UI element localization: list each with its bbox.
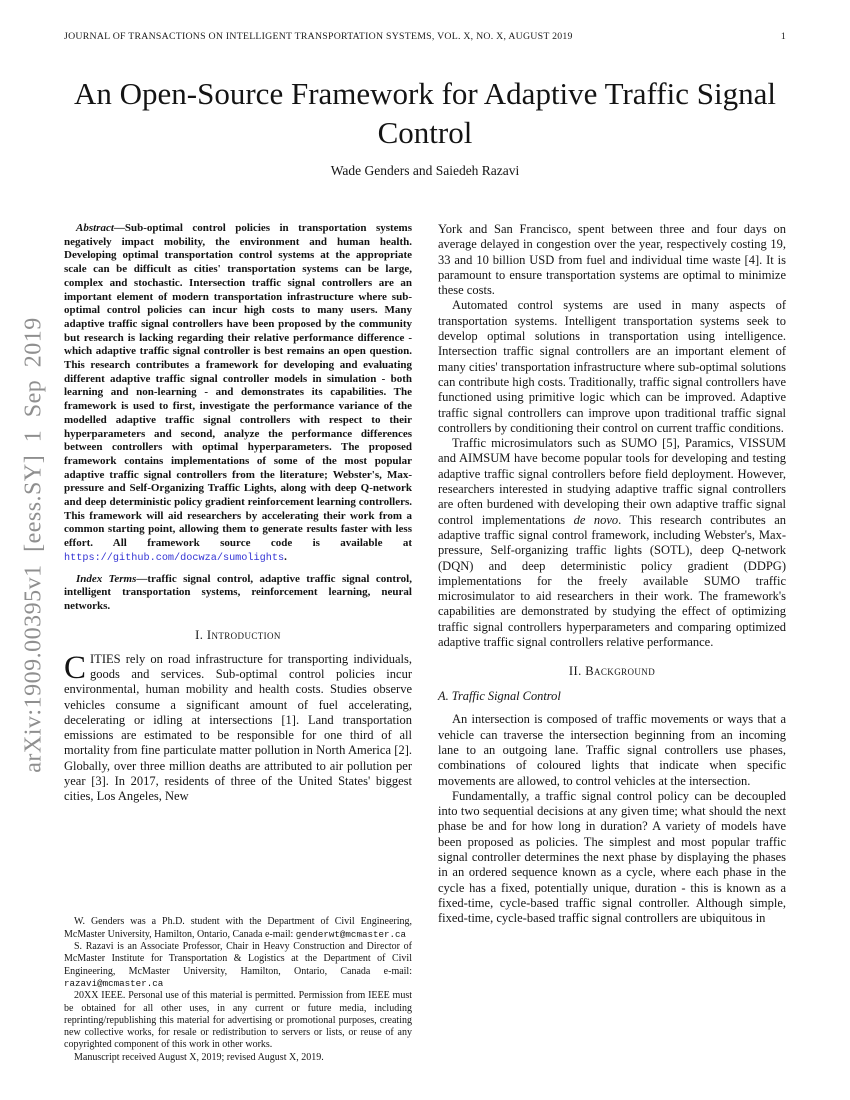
- intro-paragraph: [64, 649, 412, 805]
- arxiv-stamp: arXiv:1909.00395v1 [eess.SY] 1 Sep 2019: [20, 317, 47, 773]
- section-heading-introduction: I. Introduction: [195, 627, 281, 642]
- running-header: [64, 31, 786, 42]
- footnote-razavi-text: S. Razavi is an Associate Professor, Chair in Heavy Construction and Director of McMaster Institute for Transportation & Logistics at the Department of Civil Engineering, McMaster University, Hamilton, Ontario, Canada e-mail:: [64, 941, 412, 977]
- footnote-author-razavi: [64, 941, 412, 990]
- microsimulators-text-before: Traffic microsimulators such as SUMO [5], Paramics, VISSUM and AIMSUM have become popular tools for developing and testing adaptive traffic signal controllers before field deployment. However, researchers interested in studying adaptive traffic signal controllers are often burdened with developing their own adaptive traffic signal control implementations: [438, 436, 786, 527]
- abstract-period: .: [284, 550, 287, 563]
- paragraph-congestion-costs: York and San Francisco, spent between three and four days on average delayed in congestion over the year, respectively costing 19, 33 and 10 billion USD from fuel and individual time waste [4]. It is paramount to ensure transportation systems are optimal to minimize these costs.: [438, 222, 786, 298]
- abstract-label: Abstract: [76, 222, 114, 234]
- index-terms-label: Index Terms: [76, 572, 137, 585]
- paper-title: An Open-Source Framework for Adaptive Traffic Signal Control: [74, 76, 776, 150]
- subsection-heading-traffic-signal-control: A. Traffic Signal Control: [438, 689, 561, 704]
- footnote-razavi-email: razavi@mcmaster.ca: [64, 977, 164, 989]
- footnote-copyright: 20XX IEEE. Personal use of this material is permitted. Permission from IEEE must be obtained for all other uses, in any current or future media, including reprinting/republishing this material for advertising or promotional purposes, creating new collective works, for resale or redistribution to servers or lists, or reuse of any copyrighted component of this work in other works.: [64, 990, 412, 1051]
- paragraph-automated-control: Automated control systems are used in many aspects of transportation systems. Intelligent transportation systems seek to develop optimal solutions in transportation using intelligence. Intersection traffic signal controllers are an important element of many cities' transportation infrastructure where sub-optimal solutions can contribute high costs. Traditionally, traffic signal controllers have functioned using primitive logic which can be improved. Adaptive traffic signal controllers can improve upon traditional traffic signal controllers by conditioning their control on current traffic conditions.: [438, 298, 786, 435]
- paragraph-control-policy: Fundamentally, a traffic signal control policy can be decoupled into two sequential decisions at any given time; what should the next phase be and for how long in duration? A variety of models have been proposed as policies. The simplest and most popular traffic signal controller determines the next phase by displaying the phases in an ordered sequence known as a cycle, where each phase in the cycle has a fixed, potentially unique, duration - this is known as a fixed-time, cycle-based traffic signal controller. Although simple, fixed-time, cycle-based traffic signal controllers are ubiquitous in: [438, 788, 786, 926]
- abstract-paragraph: [64, 222, 412, 566]
- journal-header-text: JOURNAL OF TRANSACTIONS ON INTELLIGENT TRANSPORTATION SYSTEMS, VOL. X, NO. X, AUGUST 2019: [64, 31, 573, 42]
- github-link[interactable]: https://github.com/docwza/sumolights: [64, 552, 285, 564]
- intro-dropcap: C: [64, 649, 87, 686]
- intro-text: rely on road infrastructure for transporting individuals, goods and services. Sub-optimal control policies incur environmental, human mobility and health costs. Studies observe vehicles consume a significant amount of fuel accelerating, decelerating or idling at intersections [1]. Land transportation emissions are estimated to be responsible for one third of all mortality from fine particulate matter pollution in North America [2]. Globally, over three million deaths are attributed to air pollution per year [3]. In 2017, residents of three of the United States' biggest cities, Los Angeles, New: [64, 651, 412, 804]
- footnotes-block: [64, 916, 412, 1064]
- abstract-text: —Sub-optimal control policies in transportation systems negatively impact mobility, the environment and human health. Developing optimal transportation control systems at the appropriate scale can be difficult as cities' transportation systems can be large, complex and stochastic. Intersection traffic signal controllers are an important element of modern transportation infrastructure where sub-optimal control policies can incur high costs to many users. Many adaptive traffic signal controllers have been proposed by the community but research is lacking regarding their relative performance difference - which adaptive traffic signal controller is best remains an open question. This research contributes a framework for developing and evaluating different adaptive traffic signal controller models in simulation - both learning and non-learning - and demonstrates its capabilities. The framework is used to first, investigate the performance variance of the modelled adaptive traffic signal controllers with respect to their hyperparameters and second, analyze the performance differences between controllers with optimal hyperparameters. The proposed framework contains implementations of some of the most popular adaptive traffic signal controllers from the literature; Webster's, Max-pressure and Self-Organizing Traffic Lights, along with deep Q-network and deep deterministic policy gradient reinforcement learning controllers. This framework will aid researchers by accelerating their work from a common starting point, allowing them to generate results faster with less effort. All framework source code is available at: [64, 222, 412, 550]
- two-column-body: [64, 222, 786, 1064]
- page-number: 1: [780, 31, 786, 42]
- footnote-author-genders: [64, 916, 412, 941]
- index-terms-text: —traffic signal control, adaptive traffic signal control, intelligent transportation systems, reinforcement learning, neural networks.: [64, 572, 412, 612]
- right-column: [438, 222, 786, 1064]
- footnote-genders-email: genderwt@mcmaster.ca: [295, 928, 407, 940]
- index-terms-paragraph: [64, 573, 412, 614]
- authors-line: Wade Genders and Saiedeh Razavi: [330, 163, 520, 178]
- footnote-manuscript: Manuscript received August X, 2019; revised August X, 2019.: [74, 1051, 324, 1063]
- paragraph-intersection-definition: An intersection is composed of traffic movements or ways that a vehicle can traverse the intersection beginning from an incoming lane to an outgoing lane. Traffic signal controllers use phases, combinations of coloured lights that indicate when specific movements are allowed, to control vehicles at the intersection.: [438, 712, 786, 788]
- de-novo-italic: de novo: [573, 512, 619, 527]
- paragraph-microsimulators: [438, 436, 786, 650]
- left-column: [64, 222, 412, 1064]
- intro-first-word: ITIES: [90, 651, 121, 666]
- section-heading-background: II. Background: [568, 664, 656, 679]
- microsimulators-text-after: . This research contributes an adaptive traffic signal control framework, including Webster's, Max-pressure, Self-organizing traffic lights (SOTL), deep Q-network (DQN) and deep deterministic policy gradient (DDPG) implementations for the freely available SUMO traffic microsimulator to aid researchers in their work. The framework's capabilities are demonstrated by studying the effect of optimizing traffic signal controllers hyperparameters and comparing optimized adaptive traffic signal controllers relative performance.: [438, 512, 786, 650]
- footnote-genders-text: W. Genders was a Ph.D. student with the Department of Civil Engineering, McMaster University, Hamilton, Ontario, Canada e-mail:: [64, 916, 412, 940]
